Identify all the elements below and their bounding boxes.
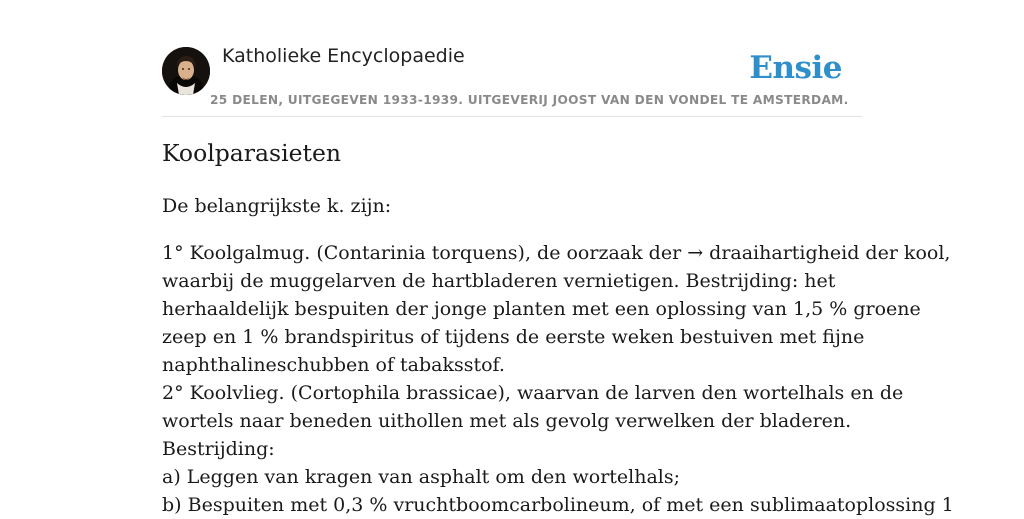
portrait-avatar-svg [162,47,210,95]
article-line: Bestrijding: [162,438,275,460]
portrait-avatar-icon[interactable] [162,47,210,95]
article-intro: De belangrijkste k. zijn: [162,195,392,217]
page [162,0,954,516]
article-title: Koolparasieten [162,139,342,167]
article-line: herhaaldelijk bespuiten der jonge planten met een oplossing van 1,5 % groene [162,298,921,320]
article-line: naphthalineschubben of tabaksstof. [162,354,505,376]
site-title[interactable]: Katholieke Encyclopaedie [222,45,465,67]
article-line: a) Leggen van kragen van asphalt om den wortelhals; [162,466,681,488]
article-line: zeep en 1 % brandspiritus of tijdens de eerste weken bestuiven met fijne [162,326,865,348]
article-line: b) Bespuiten met 0,3 % vruchtboomcarbolineum, of met een sublimaatoplossing 1 [162,494,954,516]
article-line: 1° Koolgalmug. (Contarinia torquens), de oorzaak der → draaihartigheid der kool, [162,242,951,264]
site-subtitle: 25 DELEN, UITGEGEVEN 1933-1939. UITGEVERIJ JOOST VAN DEN VONDEL TE AMSTERDAM. [210,93,849,107]
article-line: wortels naar beneden uithollen met als gevolg verwelken der bladeren. [162,410,852,432]
article-line: 2° Koolvlieg. (Cortophila brassicae), waarvan de larven den wortelhals en de [162,382,904,404]
ensie-logo-link[interactable]: Ensie [749,50,842,86]
article-line: waarbij de muggelarven de hartbladeren vernietigen. Bestrijding: het [162,270,836,292]
site-header [162,0,862,117]
article-body [162,192,954,519]
